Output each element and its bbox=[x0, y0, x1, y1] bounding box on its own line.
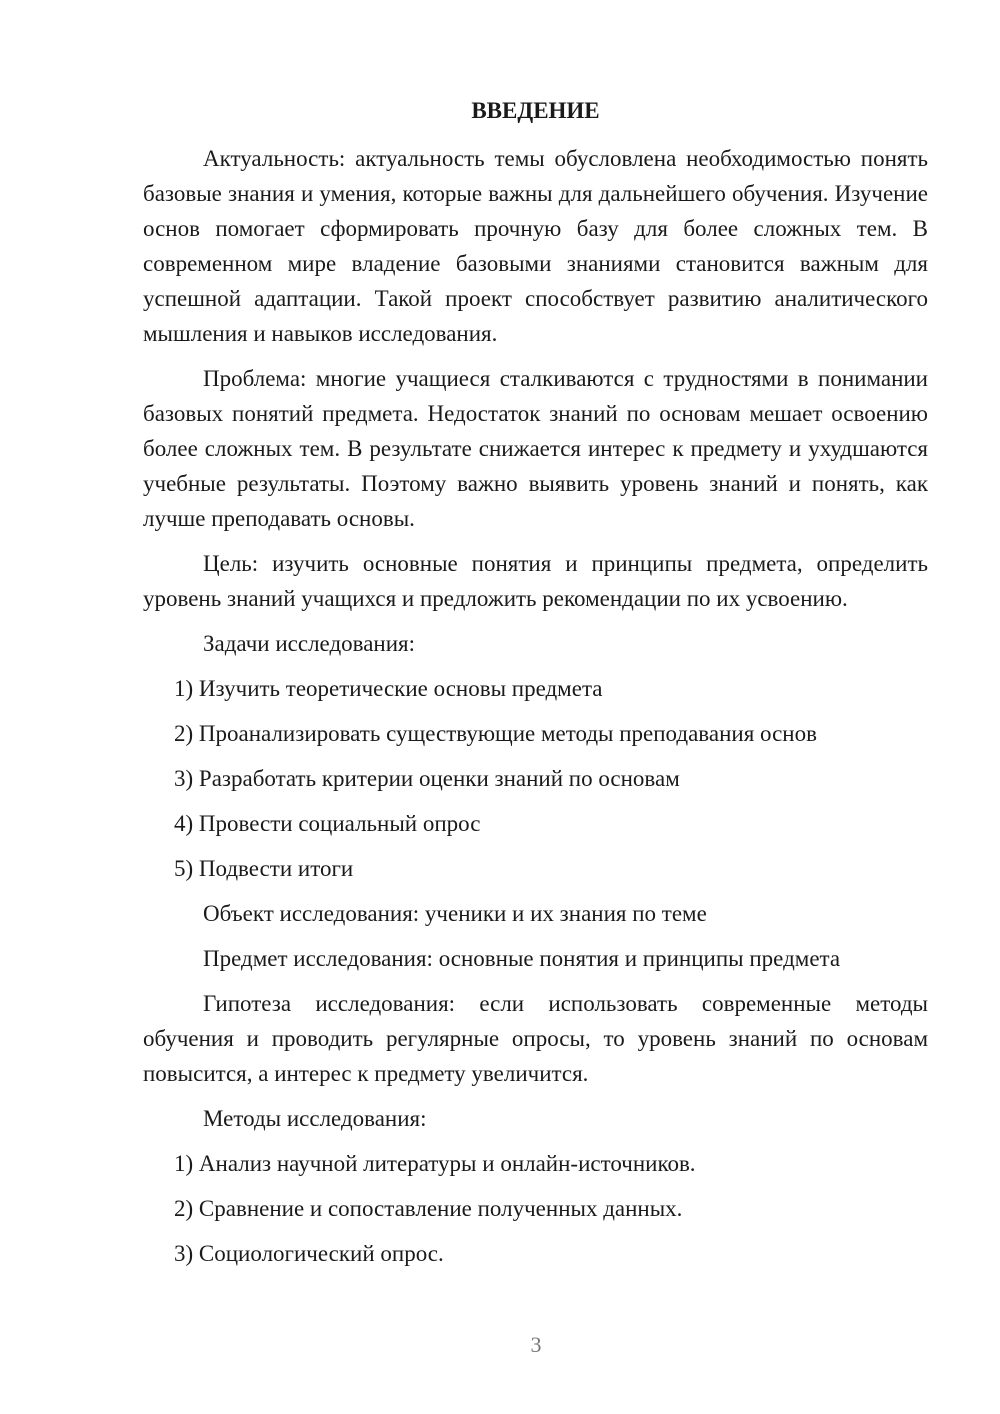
methods-list bbox=[143, 1146, 928, 1271]
methods-heading: Методы исследования: bbox=[203, 1106, 427, 1131]
subject-line: Предмет исследования: основные понятия и принципы предмета bbox=[203, 946, 841, 971]
problem-paragraph: Проблема: многие учащиеся сталкиваются с трудностями в понимании базовых понятий предмета. Недостаток знаний по основам мешает освоению более сложных тем. В результате снижается интерес к предмету и ухудшаются учебные результаты. Поэтому важно выявить уровень знаний и понять, как лучше преподавать основы. bbox=[143, 366, 928, 531]
relevance-paragraph: Актуальность: актуальность темы обусловлена необходимостью понять базовые знания и умения, которые важны для дальнейшего обучения. Изучение основ помогает сформировать прочную базу для более сложных тем. В современном мире владение базовыми знаниями становится важным для успешной адаптации. Такой проект способствует развитию аналитического мышления и навыков исследования. bbox=[143, 146, 928, 346]
task-item: 1) Изучить теоретические основы предмета bbox=[174, 676, 603, 701]
page-content bbox=[143, 93, 928, 1281]
task-item: 2) Проанализировать существующие методы преподавания основ bbox=[174, 721, 817, 746]
tasks-heading: Задачи исследования: bbox=[203, 631, 416, 656]
method-item: 1) Анализ научной литературы и онлайн-источников. bbox=[174, 1151, 696, 1176]
object-line: Объект исследования: ученики и их знания по теме bbox=[203, 901, 707, 926]
hypothesis-paragraph: Гипотеза исследования: если использовать современные методы обучения и проводить регулярные опросы, то уровень знаний по основам повысится, а интерес к предмету увеличится. bbox=[143, 991, 928, 1086]
task-item: 4) Провести социальный опрос bbox=[174, 811, 481, 836]
task-item: 5) Подвести итоги bbox=[174, 856, 354, 881]
goal-paragraph: Цель: изучить основные понятия и принципы предмета, определить уровень знаний учащихся и предложить рекомендации по их усвоению. bbox=[143, 551, 928, 611]
method-item: 2) Сравнение и сопоставление полученных данных. bbox=[174, 1196, 683, 1221]
method-item: 3) Социологический опрос. bbox=[174, 1241, 444, 1266]
page-title: ВВЕДЕНИЕ bbox=[471, 98, 600, 123]
tasks-list bbox=[143, 671, 928, 886]
task-item: 3) Разработать критерии оценки знаний по основам bbox=[174, 766, 680, 791]
page-number: 3 bbox=[530, 1332, 542, 1357]
